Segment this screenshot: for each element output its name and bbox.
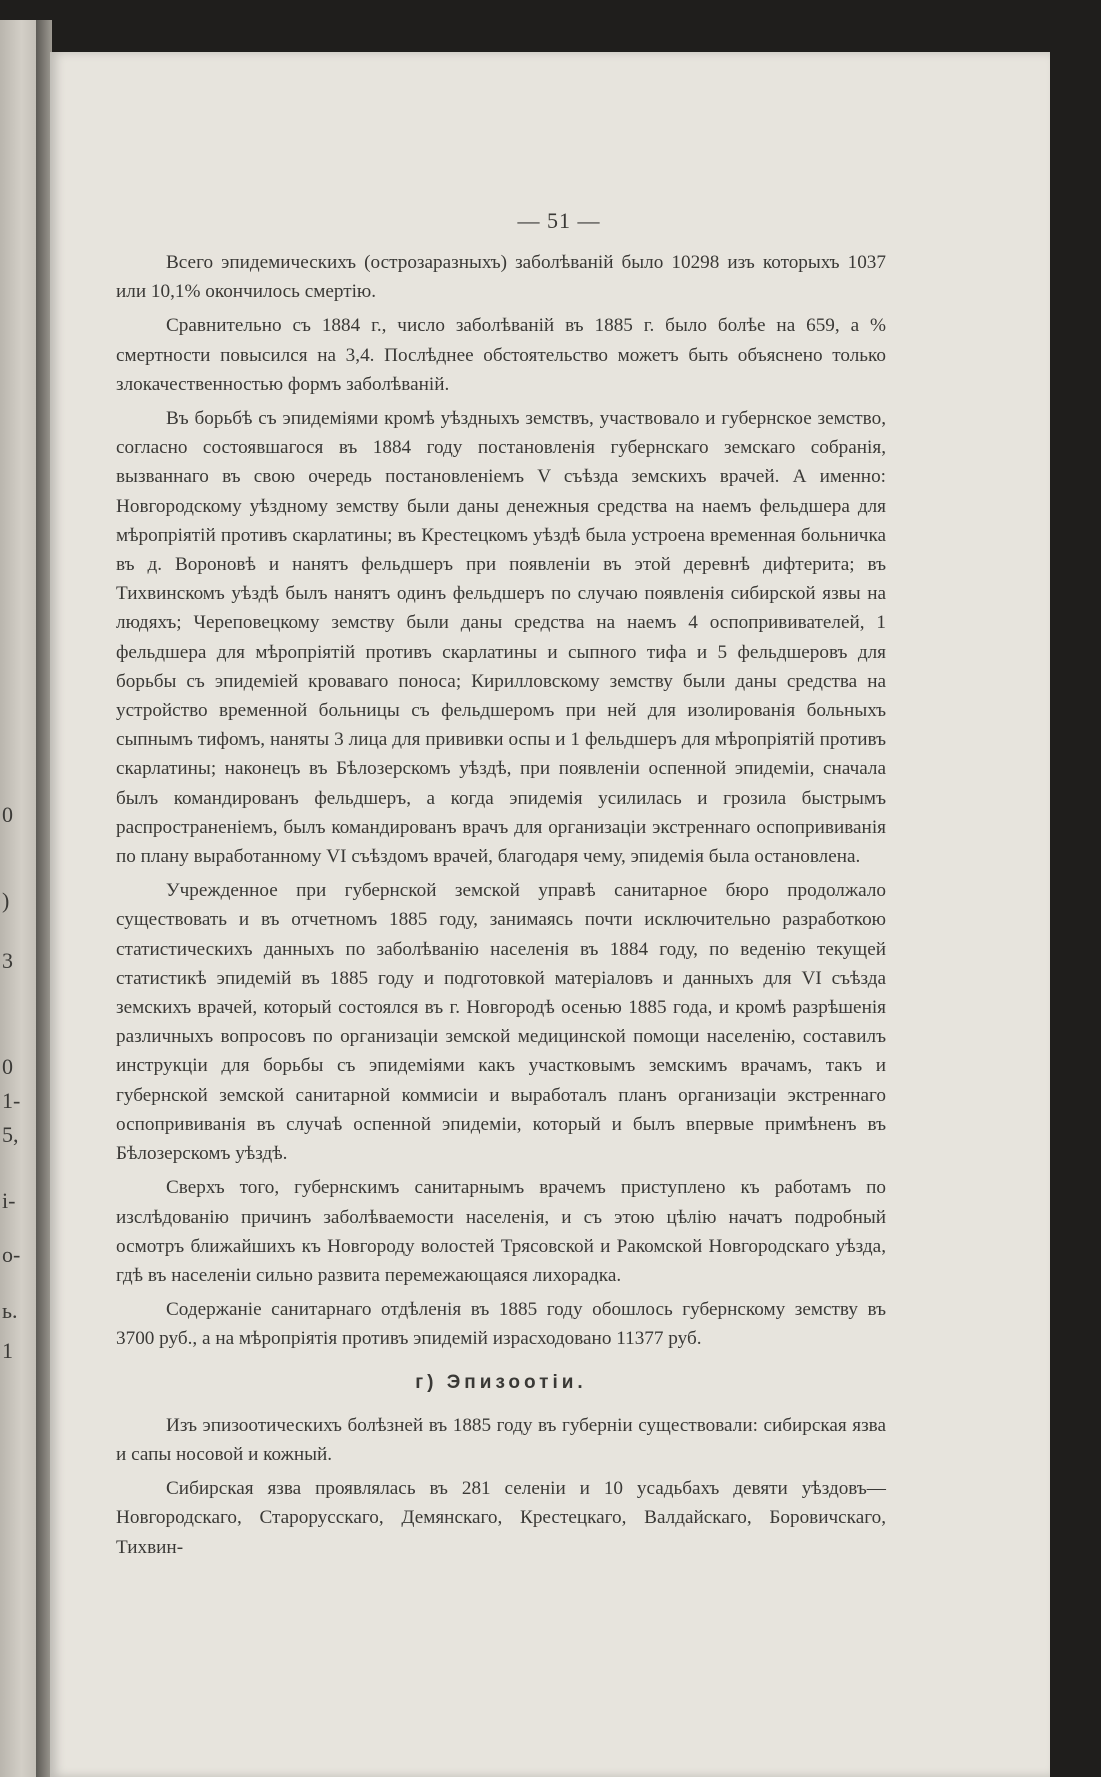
facing-page-fragment: ь. xyxy=(2,1298,18,1323)
facing-page-text-fragments xyxy=(0,20,36,1777)
body-paragraph: Въ борьбѣ съ эпидеміями кромѣ уѣздныхъ земствъ, участвовало и губернское земство, согласно состоявшагося въ 1884 году постановленія губернскаго земскаго собранія, вызваннаго въ свою очередь постановленіемъ V съѣзда земскихъ врачей. А именно: Новгородскому уѣздному земству были даны денежныя средства на наемъ фельдшера для мѣропріятій противъ скарлатины; въ Крестецкомъ уѣздѣ была устроена временная больничка въ д. Вороновѣ и нанятъ фельдшеръ при появленіи въ этой деревнѣ дифтерита; въ Тихвинскомъ уѣздѣ былъ нанятъ одинъ фельдшеръ по случаю появленія сибирской язвы на людяхъ; Череповецкому земству были даны средства на наемъ 4 оспопрививателей, 1 фельдшера для мѣропріятій противъ скарлатины и сыпного тифа и 5 фельдшеровъ для борьбы съ эпидеміей кроваваго поноса; Кирилловскому земству были даны средства на устройство временной больницы съ фельдшеромъ при ней для изолированія больныхъ сыпнымъ тифомъ, наняты 3 лица для прививки оспы и 1 фельдшеръ для мѣропріятій противъ скарлатины; наконецъ въ Бѣлозерскомъ уѣздѣ, при появленіи оспенной эпидеміи, сначала былъ командированъ фельдшеръ, а когда эпидемія усилилась и грозила быстрымъ распространеніемъ, былъ командированъ врачъ для организаціи экстреннаго оспопрививанія по плану выработанному VI съѣздомъ врачей, благодаря чему, эпидемія была остановлена. xyxy=(116,408,886,868)
body-paragraph: Сравнительно съ 1884 г., число заболѣваній въ 1885 г. было болѣе на 659, а % смертности повысился на 3,4. Послѣднее обстоятельство можетъ быть объяснено только злокачественностью формъ заболѣваній. xyxy=(116,315,886,395)
body-paragraph: Сверхъ того, губернскимъ санитарнымъ врачемъ приступлено къ работамъ по изслѣдованію причинъ заболѣваемости населенія, и съ этою цѣлію начатъ подробный осмотръ ближайшихъ къ Новгороду волостей Трясовской и Ракомской Новгородскаго уѣзда, гдѣ въ населеніи сильно развита перемежающаяся лихорадка. xyxy=(116,1177,886,1286)
facing-page-fragment: i- xyxy=(2,1188,16,1213)
facing-page-fragment: 5, xyxy=(2,1122,19,1147)
facing-page-fragment: 1- xyxy=(2,1088,21,1113)
body-paragraph: Учрежденное при губернской земской управѣ санитарное бюро продолжало существовать и въ отчетномъ 1885 году, занимаясь почти исключительно разработкою статистическихъ данныхъ по заболѣванію населенія въ 1884 году, по веденію текущей статистикѣ эпидемій въ 1885 году и подготовкой матеріаловъ и данныхъ для VI съѣзда земскихъ врачей, который состоялся въ г. Новгородѣ осенью 1885 года, и кромѣ разрѣшенія различныхъ вопросовъ по организаціи земской медицинской помощи населенію, составилъ инструкціи для борьбы съ эпидеміями какъ участковымъ земскимъ врачамъ, такъ и губернской земской санитарной коммисіи и выработалъ планъ организаціи экстреннаго оспопрививанія въ случаѣ оспенной эпидеміи, который и былъ впервые примѣненъ въ Бѣлозерскомъ уѣздѣ. xyxy=(116,880,886,1165)
body-paragraph: Изъ эпизоотическихъ болѣзней въ 1885 году въ губерніи существовали: сибирская язва и сапы носовой и кожный. xyxy=(116,1414,886,1465)
page-body xyxy=(116,248,886,1567)
facing-page-fragment: 3 xyxy=(2,948,13,973)
facing-page-edge xyxy=(0,20,38,1777)
facing-page-fragment: ) xyxy=(2,888,10,913)
facing-page-fragment: о- xyxy=(2,1242,21,1267)
section-heading: г) Эпизоотіи. xyxy=(415,1371,587,1393)
document-page xyxy=(50,52,1050,1777)
body-paragraph: Сибирская язва проявлялась въ 281 селеніи и 10 усадьбахъ девяти уѣздовъ—Новгородскаго, Старорусскаго, Демянскаго, Крестецкаго, Валдайскаго, Боровичскаго, Тихвин- xyxy=(116,1478,886,1558)
body-paragraph: Всего эпидемическихъ (острозаразныхъ) заболѣваній было 10298 изъ которыхъ 1037 или 10,1% окончилось смертію. xyxy=(116,252,886,303)
facing-page-fragment: 0 xyxy=(2,802,13,827)
body-paragraph: Содержаніе санитарнаго отдѣленія въ 1885 году обошлось губернскому земству въ 3700 руб., а на мѣропріятія противъ эпидемій израсходовано 11377 руб. xyxy=(116,1299,886,1350)
facing-page-fragment: 1 xyxy=(2,1338,13,1363)
page-number: — 51 — xyxy=(517,208,601,233)
facing-page-fragment: 0 xyxy=(2,1054,13,1079)
